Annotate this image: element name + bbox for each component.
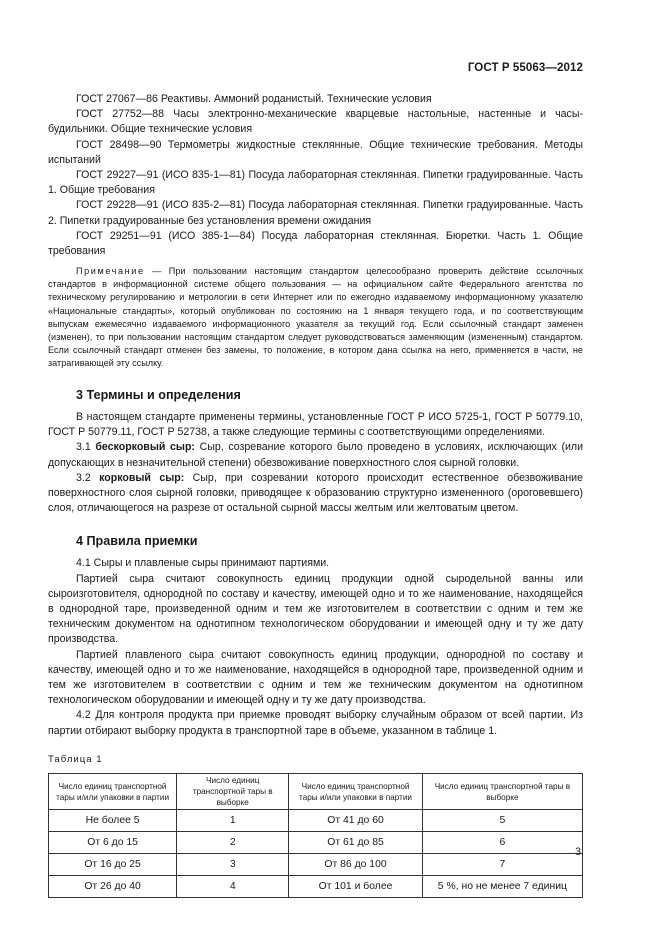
column-header: Число единиц транспортной тары и/или упаковки в партии [49,774,177,810]
term-definition: Сыр, созревание которого было проведено в условиях, исключающих (или допускающих в незначительной степени) обезвоживание поверхностного слоя сырной головки. [48,441,583,469]
column-header: Число единиц транспортной тары и/или упаковки в партии [289,774,423,810]
batch-definition-processed-cheese: Партией плавленого сыра считают совокупность единиц продукции, однородной по составу и качеству, имеющей одно и то же наименование, находящейся в однородной таре, произведенной одним и тем же изготовителем в соответствии с одним и тем же техническим документом на однотипном технологическом оборудовании и имеющей одну и ту же дату производства. [48,648,583,707]
reference-item: ГОСТ 27067—86 Реактивы. Аммоний роданистый. Технические условия [76,93,432,105]
note-text: — При пользовании настоящим стандартом целесообразно проверить действие ссылочных стандартов в информационной системе общего пользования — на официальном сайте Федерального агентства по техническому регулированию и метрологии в сети Интернет или по ежегодно издаваемому информационному указателю «Национальные стандарты», который опубликован по состоянию на 1 января текущего года, и по соответствующим выпускам ежемесячно издаваемого информационного указателя за текущий год. Если ссылочный стандарт заменен (изменен), то при пользовании настоящим стандартом следует руководствоваться заменяющим (измененным) стандартом. Если ссылочный стандарт отменен без замены, то положение, в котором дана ссылка на него, применяется в части, не затрагивающей эту ссылку. [48,266,583,368]
table-cell: 4 [177,876,289,898]
table-cell: 5 [422,810,582,832]
column-header: Число единиц транспортной тары в выборке [422,774,582,810]
table-cell: От 86 до 100 [289,854,423,876]
table-cell: 7 [422,854,582,876]
table-cell: От 26 до 40 [49,876,177,898]
clause-4-1: 4.1 Сыры и плавленые сыры принимают партиями. [76,557,330,570]
note-label: Примечание [76,266,145,277]
table-cell: От 61 до 85 [289,832,423,854]
table-cell: 2 [177,832,289,854]
normative-references-list [48,92,583,259]
clause-4-2: 4.2 Для контроля продукта при приемке проводят выборку случайным образом от всей партии. Из партии отбирают выборку продукта в транспортной таре в объеме, указанном в таблице 1. [48,709,583,737]
table-row [49,854,583,876]
table-row [49,876,583,898]
section-3-heading: 3 Термины и определения [76,387,241,402]
table-header-row [49,774,583,810]
table-cell: От 41 до 60 [289,810,423,832]
batch-definition-cheese: Партией сыра считают совокупность единиц продукции одной сыродельной ванны или сыроизготовителя, однородной по составу и качеству, имеющей одно и то же наименование, находящейся в однородной таре, произведенной одним и тем же изготовителем в соответствии с одним и тем же техническим документом на однотипном технологическом оборудовании и имеющей одну и ту же дату производства. [48,572,583,646]
reference-item: ГОСТ 29227—91 (ИСО 835-1—81) Посуда лабораторная стеклянная. Пипетки градуированные. Часть 1. Общие требования [48,169,583,197]
column-header: Число единиц транспортной тары в выборке [177,774,289,810]
term-name: корковый сыр: [99,471,185,484]
table-caption: Таблица 1 [48,753,103,765]
table-cell: Не более 5 [49,810,177,832]
section-4-heading: 4 Правила приемки [76,534,198,549]
section-3-intro: В настоящем стандарте применены термины, установленные ГОСТ Р ИСО 5725-1, ГОСТ Р 50779.10, ГОСТ Р 50779.11, ГОСТ Р 52738, а также следующие термины с соответствующими определениями. [48,410,583,439]
term-number: 3.2 [76,471,100,484]
table-cell: 1 [177,810,289,832]
document-header: ГОСТ Р 55063—2012 [467,62,583,74]
table-cell: 5 %, но не менее 7 единиц [422,876,582,898]
table-cell: 3 [177,854,289,876]
page-number: 3 [575,846,581,858]
term-definition: Сыр, при созревании которого происходит естественное обезвоживание поверхностного слоя сырной головки, приводящее к образованию структурно измененного (ороговевшего) слоя, отличающегося на разрезе от остальной сырной массы желтым или желтоватым цветом. [48,471,583,515]
sampling-table [48,773,583,898]
reference-item: ГОСТ 29228—91 (ИСО 835-2—81) Посуда лабораторная стеклянная. Пипетки градуированные. Часть 2. Пипетки градуированные без установления времени ожидания [48,199,583,227]
reference-item: ГОСТ 29251—91 (ИСО 385-1—84) Посуда лабораторная стеклянная. Бюретки. Часть 1. Общие требования [48,229,583,258]
term-number: 3.1 [76,441,96,454]
term-3-1 [48,440,583,470]
term-name: бескорковый сыр: [95,441,195,454]
table-cell: От 101 и более [289,876,423,898]
term-3-2 [48,471,583,517]
table-row [49,810,583,832]
page-content [48,92,583,898]
reference-item: ГОСТ 27752—88 Часы электронно-механические кварцевые настольные, настенные и часы-будильники. Общие технические условия [48,108,583,136]
table-cell: От 6 до 15 [49,832,177,854]
table-cell: 6 [422,832,582,854]
table-row [49,832,583,854]
table-cell: От 16 до 25 [49,854,177,876]
reference-item: ГОСТ 28498—90 Термометры жидкостные стеклянные. Общие технические требования. Методы испытаний [48,138,583,166]
note-paragraph [48,265,583,370]
